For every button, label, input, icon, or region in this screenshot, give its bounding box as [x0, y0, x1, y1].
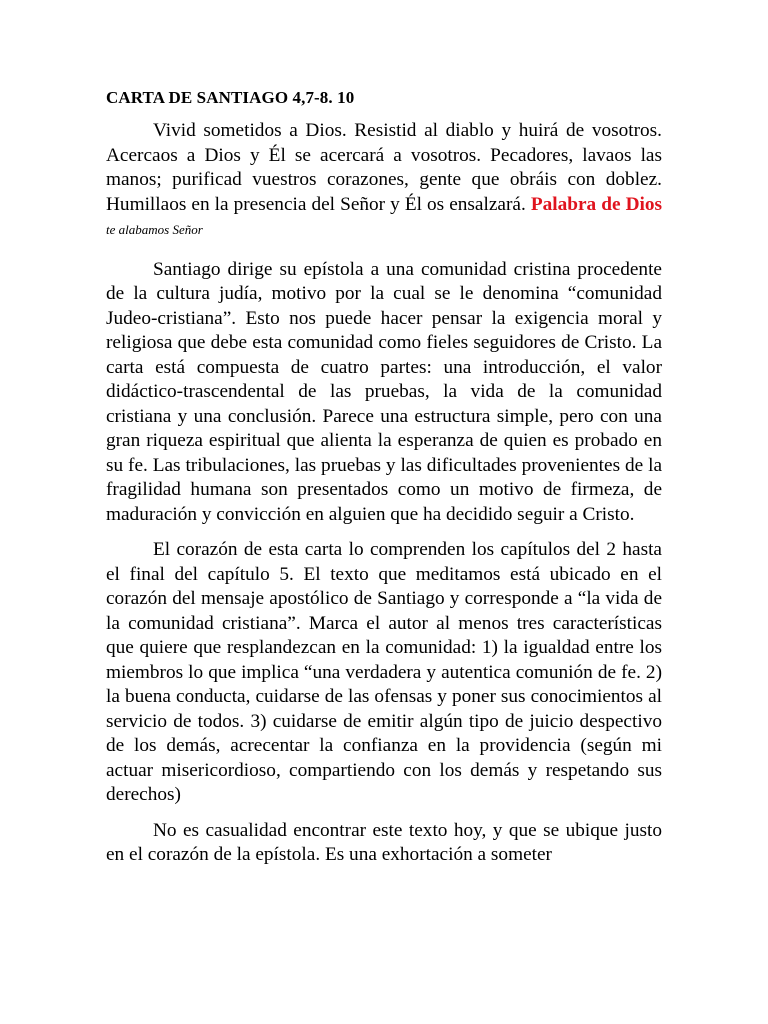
paragraph-closing: No es casualidad encontrar este texto hoy, y que se ubique justo en el corazón de la epístola. Es una exhortación a someter — [106, 819, 662, 865]
reading-acclamation: Palabra de Dios — [530, 193, 662, 215]
paragraph-heart: El corazón de esta carta lo comprenden los capítulos del 2 hasta el final del capítulo 5. El texto que meditamos está ubicado en el corazón del mensaje apostólico de Santiago y corresponde a “la vida de la comunidad cristiana”. Marca el autor al menos tres características que quiere que resplandezcan en la comunidad: 1) la igualdad entre los miembros lo que implica “una verdadera y autentica comunión de fe. 2) la buena conducta, cuidarse de las ofensas y poner sus conocimientos al servicio de todos. 3) cuidarse de emitir algún tipo de juicio despectivo de los demás, acrecentar la confianza en la providencia (según mi actuar misericordioso, compartiendo con los demás y respetando sus derechos) — [106, 539, 662, 805]
paragraph-intro: Santiago dirige su epístola a una comunidad cristina procedente de la cultura judía, motivo por la cual se le denomina “comunidad Judeo-cristiana”. Esto nos puede hacer pensar la exigencia moral y religiosa que debe esta comunidad como fieles seguidores de Cristo. La carta está compuesta de cuatro partes: una introducción, el valor didáctico-trascendental de las pruebas, la vida de la comunidad cristiana y una conclusión. Parece una estructura simple, pero con una gran riqueza espiritual que alienta la esperanza de quien es probado en su fe. Las tribulaciones, las pruebas y las dificultades provenientes de la fragilidad humana son presentados como un motivo de firmeza, de maduración y convicción en alguien que ha decidido seguir a Cristo. — [106, 258, 662, 525]
document-body — [106, 88, 662, 879]
reading-text: Vivid sometidos a Dios. Resistid al diablo y huirá de vosotros. Acercaos a Dios y Él se acercará a vosotros. Pecadores, lavaos las manos; purificad vuestros corazones, gente que obráis con doblez. Humillaos en la presencia del Señor y Él os ensalzará. — [106, 120, 662, 215]
document-title: CARTA DE SANTIAGO 4,7-8. 10 — [106, 88, 355, 107]
reading-response: te alabamos Señor — [106, 222, 203, 237]
scripture-reading — [106, 119, 662, 243]
